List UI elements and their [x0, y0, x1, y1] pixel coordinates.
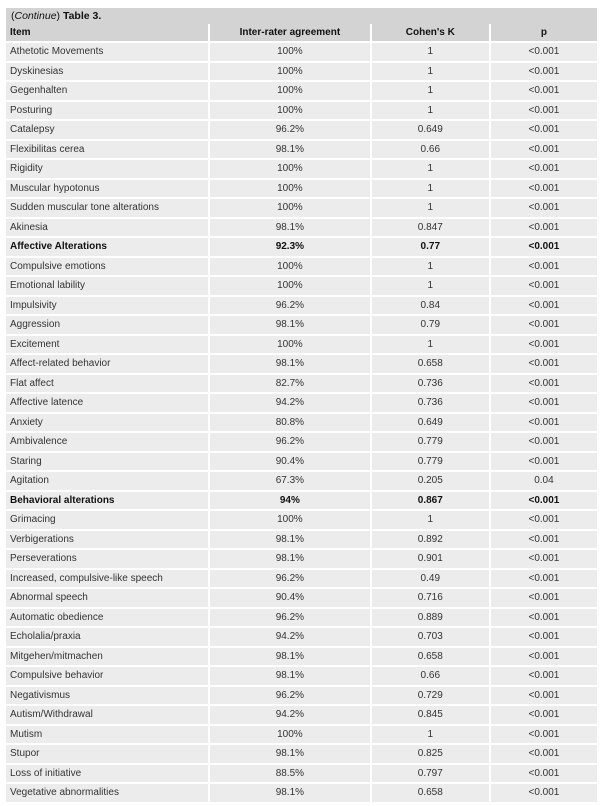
- table-row: [6, 531, 597, 551]
- cell-item: Dyskinesias: [6, 63, 208, 83]
- cell-agreement: 98.1%: [210, 550, 370, 570]
- table-row: [6, 745, 597, 765]
- cell-kappa: 0.649: [372, 414, 489, 434]
- cell-item: Grimacing: [6, 511, 208, 531]
- cell-kappa: 1: [372, 726, 489, 746]
- cell-p: <0.001: [491, 589, 597, 609]
- cell-agreement: 100%: [210, 180, 370, 200]
- table-row: [6, 628, 597, 648]
- table-row: [6, 570, 597, 590]
- cell-p: <0.001: [491, 550, 597, 570]
- cell-item: Staring: [6, 453, 208, 473]
- cell-agreement: 98.1%: [210, 316, 370, 336]
- cell-agreement: 67.3%: [210, 472, 370, 492]
- table-body: [6, 43, 597, 804]
- cell-item: Gegenhalten: [6, 82, 208, 102]
- cell-agreement: 100%: [210, 277, 370, 297]
- table-row: [6, 121, 597, 141]
- cell-item: Echolalia/praxia: [6, 628, 208, 648]
- cell-agreement: 96.2%: [210, 121, 370, 141]
- cell-kappa: 0.889: [372, 609, 489, 629]
- cell-p: <0.001: [491, 336, 597, 356]
- cell-kappa: 0.84: [372, 297, 489, 317]
- cell-kappa: 1: [372, 199, 489, 219]
- cell-p: <0.001: [491, 180, 597, 200]
- cell-agreement: 98.1%: [210, 784, 370, 804]
- table-row: [6, 355, 597, 375]
- cell-p: <0.001: [491, 706, 597, 726]
- cell-item: Verbigerations: [6, 531, 208, 551]
- cell-item: Compulsive emotions: [6, 258, 208, 278]
- cell-kappa: 0.845: [372, 706, 489, 726]
- cell-agreement: 98.1%: [210, 141, 370, 161]
- cell-item: Autism/Withdrawal: [6, 706, 208, 726]
- cell-agreement: 96.2%: [210, 687, 370, 707]
- cell-agreement: 88.5%: [210, 765, 370, 785]
- table-row: [6, 336, 597, 356]
- cell-kappa: 0.66: [372, 141, 489, 161]
- cell-agreement: 96.2%: [210, 570, 370, 590]
- cell-agreement: 98.1%: [210, 355, 370, 375]
- cell-item: Mutism: [6, 726, 208, 746]
- cell-p: 0.04: [491, 472, 597, 492]
- table-row: [6, 784, 597, 804]
- table-row: [6, 258, 597, 278]
- cell-kappa: 0.658: [372, 355, 489, 375]
- table-row: [6, 765, 597, 785]
- table-row: [6, 433, 597, 453]
- cell-item: Akinesia: [6, 219, 208, 239]
- table-row: [6, 297, 597, 317]
- cell-kappa: 0.867: [372, 492, 489, 512]
- cell-item: Impulsivity: [6, 297, 208, 317]
- cell-item: Abnormal speech: [6, 589, 208, 609]
- table-row: [6, 102, 597, 122]
- table-row: [6, 316, 597, 336]
- cell-p: <0.001: [491, 492, 597, 512]
- cell-agreement: 94.2%: [210, 706, 370, 726]
- cell-kappa: 0.779: [372, 453, 489, 473]
- cell-agreement: 80.8%: [210, 414, 370, 434]
- table-row: [6, 277, 597, 297]
- cell-p: <0.001: [491, 258, 597, 278]
- cell-p: <0.001: [491, 570, 597, 590]
- cell-item: Perseverations: [6, 550, 208, 570]
- cell-kappa: 1: [372, 511, 489, 531]
- header-agreement: Inter-rater agreement: [210, 24, 370, 43]
- header-kappa: Cohen's K: [372, 24, 489, 43]
- table-row: [6, 472, 597, 492]
- caption-continue: Continue: [14, 10, 57, 22]
- cell-item: Stupor: [6, 745, 208, 765]
- table-row: [6, 43, 597, 63]
- cell-p: <0.001: [491, 726, 597, 746]
- cell-kappa: 0.703: [372, 628, 489, 648]
- cell-agreement: 96.2%: [210, 609, 370, 629]
- cell-item: Affective Alterations: [6, 238, 208, 258]
- header-row: [6, 24, 597, 43]
- cell-item: Flexibilitas cerea: [6, 141, 208, 161]
- cell-item: Sudden muscular tone alterations: [6, 199, 208, 219]
- table-row: [6, 375, 597, 395]
- cell-kappa: 0.205: [372, 472, 489, 492]
- cell-kappa: 1: [372, 258, 489, 278]
- cell-item: Catalepsy: [6, 121, 208, 141]
- table-header: [6, 24, 597, 43]
- cell-kappa: 0.77: [372, 238, 489, 258]
- cell-p: <0.001: [491, 141, 597, 161]
- cell-p: <0.001: [491, 648, 597, 668]
- cell-item: Emotional lability: [6, 277, 208, 297]
- table-row: [6, 550, 597, 570]
- cell-kappa: 0.736: [372, 394, 489, 414]
- cell-agreement: 92.3%: [210, 238, 370, 258]
- cell-kappa: 1: [372, 336, 489, 356]
- cell-kappa: 1: [372, 63, 489, 83]
- cell-kappa: 0.79: [372, 316, 489, 336]
- cell-p: <0.001: [491, 121, 597, 141]
- cell-p: <0.001: [491, 433, 597, 453]
- cell-agreement: 100%: [210, 160, 370, 180]
- cell-agreement: 98.1%: [210, 745, 370, 765]
- cell-kappa: 0.779: [372, 433, 489, 453]
- cell-agreement: 100%: [210, 63, 370, 83]
- cell-kappa: 0.892: [372, 531, 489, 551]
- caption-label: Table 3.: [62, 10, 102, 22]
- cell-agreement: 100%: [210, 43, 370, 63]
- cell-agreement: 100%: [210, 258, 370, 278]
- cell-item: Posturing: [6, 102, 208, 122]
- cell-agreement: 82.7%: [210, 375, 370, 395]
- table-row: [6, 492, 597, 512]
- cell-agreement: 100%: [210, 199, 370, 219]
- cell-agreement: 94.2%: [210, 394, 370, 414]
- cell-item: Loss of initiative: [6, 765, 208, 785]
- cell-kappa: 0.825: [372, 745, 489, 765]
- header-item: Item: [6, 24, 208, 43]
- cell-item: Affect-related behavior: [6, 355, 208, 375]
- cell-p: <0.001: [491, 687, 597, 707]
- cell-item: Aggression: [6, 316, 208, 336]
- table-row: [6, 141, 597, 161]
- cell-p: <0.001: [491, 394, 597, 414]
- cell-kappa: 0.847: [372, 219, 489, 239]
- cell-p: <0.001: [491, 316, 597, 336]
- cell-agreement: 96.2%: [210, 433, 370, 453]
- cell-kappa: 0.49: [372, 570, 489, 590]
- cell-agreement: 100%: [210, 102, 370, 122]
- table-container: [6, 8, 597, 804]
- cell-item: Ambivalence: [6, 433, 208, 453]
- cell-kappa: 0.649: [372, 121, 489, 141]
- table-row: [6, 687, 597, 707]
- cell-item: Affective latence: [6, 394, 208, 414]
- table-row: [6, 706, 597, 726]
- cell-p: <0.001: [491, 511, 597, 531]
- cell-agreement: 100%: [210, 336, 370, 356]
- cell-agreement: 100%: [210, 726, 370, 746]
- header-p: p: [491, 24, 597, 43]
- cell-p: <0.001: [491, 609, 597, 629]
- cell-agreement: 90.4%: [210, 589, 370, 609]
- cell-p: <0.001: [491, 160, 597, 180]
- cell-agreement: 100%: [210, 82, 370, 102]
- cell-p: <0.001: [491, 375, 597, 395]
- table-row: [6, 180, 597, 200]
- cell-p: <0.001: [491, 82, 597, 102]
- cell-item: Excitement: [6, 336, 208, 356]
- cell-p: <0.001: [491, 628, 597, 648]
- cell-p: <0.001: [491, 745, 597, 765]
- cell-p: <0.001: [491, 765, 597, 785]
- cell-kappa: 0.716: [372, 589, 489, 609]
- cell-kappa: 0.797: [372, 765, 489, 785]
- cell-p: <0.001: [491, 43, 597, 63]
- cell-agreement: 98.1%: [210, 219, 370, 239]
- cell-agreement: 90.4%: [210, 453, 370, 473]
- cell-p: <0.001: [491, 453, 597, 473]
- cell-p: <0.001: [491, 219, 597, 239]
- cell-item: Agitation: [6, 472, 208, 492]
- cell-p: <0.001: [491, 277, 597, 297]
- table-row: [6, 667, 597, 687]
- cell-agreement: 96.2%: [210, 297, 370, 317]
- cell-p: <0.001: [491, 414, 597, 434]
- cell-p: <0.001: [491, 297, 597, 317]
- cell-p: <0.001: [491, 531, 597, 551]
- cell-item: Increased, compulsive-like speech: [6, 570, 208, 590]
- table-row: [6, 589, 597, 609]
- cell-kappa: 0.901: [372, 550, 489, 570]
- cell-item: Rigidity: [6, 160, 208, 180]
- cell-kappa: 0.66: [372, 667, 489, 687]
- cell-kappa: 1: [372, 102, 489, 122]
- table-row: [6, 648, 597, 668]
- results-table: [4, 24, 599, 804]
- cell-item: Anxiety: [6, 414, 208, 434]
- cell-p: <0.001: [491, 238, 597, 258]
- cell-kappa: 1: [372, 160, 489, 180]
- table-row: [6, 511, 597, 531]
- cell-agreement: 100%: [210, 511, 370, 531]
- table-row: [6, 609, 597, 629]
- cell-agreement: 98.1%: [210, 667, 370, 687]
- cell-p: <0.001: [491, 355, 597, 375]
- cell-item: Automatic obedience: [6, 609, 208, 629]
- table-row: [6, 199, 597, 219]
- table-row: [6, 219, 597, 239]
- table-row: [6, 394, 597, 414]
- table-caption: (Continue) Table 3.: [6, 8, 597, 24]
- cell-kappa: 0.736: [372, 375, 489, 395]
- cell-kappa: 0.658: [372, 784, 489, 804]
- cell-kappa: 1: [372, 43, 489, 63]
- table-row: [6, 726, 597, 746]
- table-row: [6, 238, 597, 258]
- cell-item: Compulsive behavior: [6, 667, 208, 687]
- cell-kappa: 0.658: [372, 648, 489, 668]
- table-row: [6, 160, 597, 180]
- cell-kappa: 1: [372, 277, 489, 297]
- cell-p: <0.001: [491, 784, 597, 804]
- cell-kappa: 0.729: [372, 687, 489, 707]
- cell-p: <0.001: [491, 63, 597, 83]
- cell-agreement: 98.1%: [210, 531, 370, 551]
- cell-item: Muscular hypotonus: [6, 180, 208, 200]
- cell-item: Behavioral alterations: [6, 492, 208, 512]
- cell-item: Flat affect: [6, 375, 208, 395]
- table-row: [6, 414, 597, 434]
- cell-item: Mitgehen/mitmachen: [6, 648, 208, 668]
- cell-item: Negativismus: [6, 687, 208, 707]
- cell-kappa: 1: [372, 180, 489, 200]
- table-row: [6, 63, 597, 83]
- table-row: [6, 82, 597, 102]
- cell-kappa: 1: [372, 82, 489, 102]
- cell-agreement: 94%: [210, 492, 370, 512]
- cell-item: Vegetative abnormalities: [6, 784, 208, 804]
- cell-item: Athetotic Movements: [6, 43, 208, 63]
- cell-agreement: 98.1%: [210, 648, 370, 668]
- cell-p: <0.001: [491, 102, 597, 122]
- cell-agreement: 94.2%: [210, 628, 370, 648]
- table-row: [6, 453, 597, 473]
- cell-p: <0.001: [491, 667, 597, 687]
- cell-p: <0.001: [491, 199, 597, 219]
